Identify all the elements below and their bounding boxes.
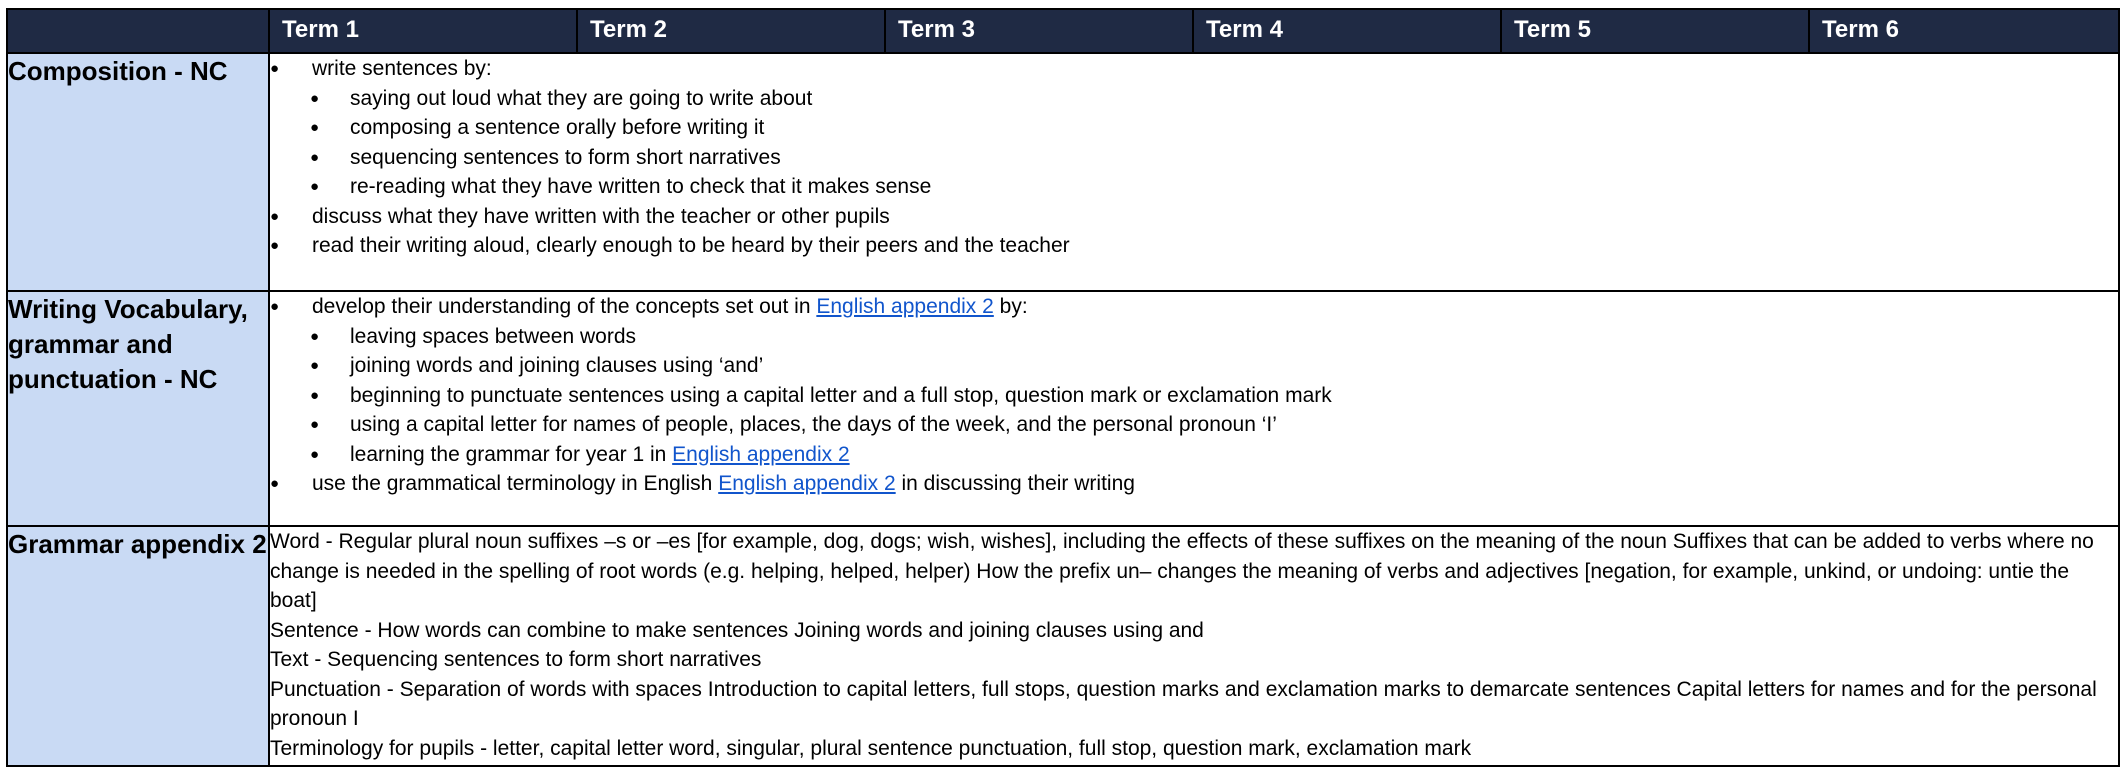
composition-label: Composition - NC <box>7 53 269 291</box>
english-appendix-link[interactable]: English appendix 2 <box>816 295 994 318</box>
vocab-item-1-tail: by: <box>993 295 1028 318</box>
vocab-item-2-text: use the grammatical terminology in English <box>312 472 719 495</box>
grammar-terminology: Terminology for pupils - letter, capital letter word, singular, plural sentence punctuation, full stop, question mark, exclamation mark <box>270 736 1472 760</box>
list-item: ● composing a sentence orally before writing it <box>310 113 2118 143</box>
composition-row <box>7 53 2119 291</box>
composition-sublist <box>310 84 2118 202</box>
list-item <box>270 292 2118 469</box>
header-term-2: Term 2 <box>577 9 885 53</box>
header-term-3: Term 3 <box>885 9 1193 53</box>
english-appendix-link[interactable]: English appendix 2 <box>718 472 896 495</box>
list-item: ● saying out loud what they are going to write about <box>310 84 2118 114</box>
list-item: ● read their writing aloud, clearly enough to be heard by their peers and the teacher <box>270 231 2118 261</box>
header-term-5: Term 5 <box>1501 9 1809 53</box>
list-item: ● beginning to punctuate sentences using a capital letter and a full stop, question mark or exclamation mark <box>310 381 2118 411</box>
list-item: ● leaving spaces between words <box>310 322 2118 352</box>
header-term-1: Term 1 <box>269 9 577 53</box>
vocab-sub-5-text: learning the grammar for year 1 in <box>350 442 673 466</box>
header-term-4: Term 4 <box>1193 9 1501 53</box>
vocab-row <box>7 291 2119 526</box>
list-item <box>270 54 2118 202</box>
list-item: ● re-reading what they have written to check that it makes sense <box>310 172 2118 202</box>
english-appendix-link[interactable]: English appendix 2 <box>672 442 850 466</box>
header-term-6: Term 6 <box>1809 9 2119 53</box>
vocab-item-2-tail: in discussing their writing <box>895 472 1135 495</box>
vocab-item-1-text: develop their understanding of the concepts set out in <box>312 295 817 318</box>
vocab-label: Writing Vocabulary, grammar and punctuation - NC <box>7 291 269 526</box>
header-row <box>7 9 2119 53</box>
list-item <box>310 440 2118 470</box>
list-item: ● sequencing sentences to form short narratives <box>310 143 2118 173</box>
list-item <box>270 469 2118 499</box>
list-item: ● discuss what they have written with the teacher or other pupils <box>270 202 2118 232</box>
grammar-text: Text - Sequencing sentences to form short narratives <box>270 648 762 671</box>
composition-list <box>270 54 2118 261</box>
curriculum-table <box>6 8 2120 767</box>
vocab-content <box>269 291 2119 526</box>
grammar-row <box>7 526 2119 766</box>
list-item: ● using a capital letter for names of people, places, the days of the week, and the personal pronoun ‘I’ <box>310 410 2118 440</box>
grammar-punctuation: Punctuation - Separation of words with spaces Introduction to capital letters, full stops, question marks and exclamation marks to demarcate sentences Capital letters for names and for the personal pronoun I <box>270 677 2097 730</box>
header-corner <box>7 9 269 53</box>
list-item: ● joining words and joining clauses using ‘and’ <box>310 351 2118 381</box>
grammar-label: Grammar appendix 2 <box>7 526 269 766</box>
grammar-word: Word - Regular plural noun suffixes –s or –es [for example, dog, dogs; wish, wishes], including the effects of these suffixes on the meaning of the noun Suffixes that can be added to verbs where no change is needed in the spelling of root words (e.g. helping, helped, helper) How the prefix un– changes the meaning of verbs and adjectives [negation, for example, unkind, or undoing: untie the boat] <box>270 530 2094 612</box>
grammar-content <box>269 526 2119 766</box>
composition-content <box>269 53 2119 291</box>
composition-item-1: write sentences by: <box>312 57 492 80</box>
grammar-sentence: Sentence - How words can combine to make sentences Joining words and joining clauses using and <box>270 618 1204 642</box>
vocab-sublist <box>310 322 2118 470</box>
vocab-list <box>270 292 2118 499</box>
